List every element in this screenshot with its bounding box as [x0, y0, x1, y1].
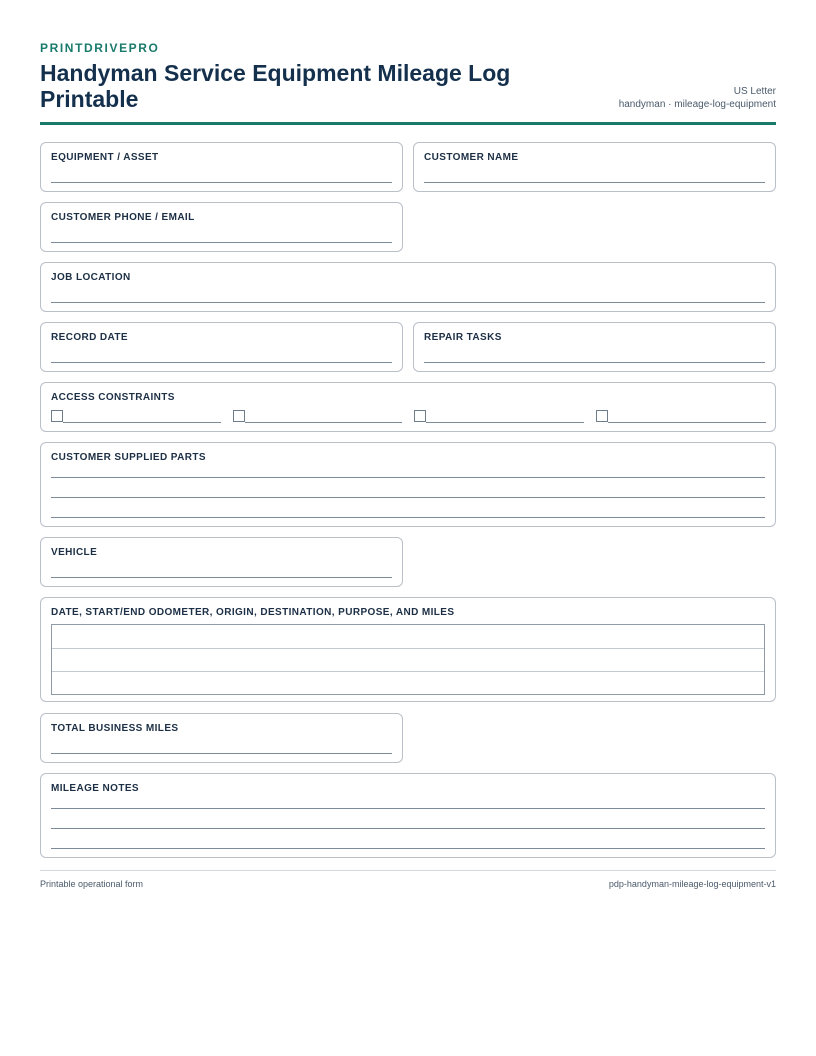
- customer-supplied-parts-input-line[interactable]: [51, 497, 765, 498]
- mileage-notes-input-line[interactable]: [51, 828, 765, 829]
- access-constraint-input-line[interactable]: [426, 422, 584, 423]
- paper-size: US Letter: [733, 86, 776, 97]
- total-business-miles-input-line[interactable]: [51, 753, 392, 754]
- access-constraint-checkbox[interactable]: [414, 410, 426, 422]
- customer-supplied-parts-label: CUSTOMER SUPPLIED PARTS: [51, 452, 206, 463]
- vehicle-label: VEHICLE: [51, 547, 98, 558]
- record-date-field: [40, 322, 403, 372]
- equipment-asset-field: [40, 142, 403, 192]
- total-business-miles-label: TOTAL BUSINESS MILES: [51, 723, 179, 734]
- record-date-input-line[interactable]: [51, 362, 392, 363]
- customer-name-input-line[interactable]: [424, 182, 765, 183]
- equipment-asset-label: EQUIPMENT / ASSET: [51, 152, 159, 163]
- customer-supplied-parts-field: [40, 442, 776, 527]
- repair-tasks-input-line[interactable]: [424, 362, 765, 363]
- access-constraint-checkbox[interactable]: [233, 410, 245, 422]
- access-constraint-input-line[interactable]: [608, 422, 766, 423]
- trip-log-label: DATE, START/END ODOMETER, ORIGIN, DESTINATION, PURPOSE, AND MILES: [51, 607, 455, 618]
- page-title: Handyman Service Equipment Mileage Log Printable: [40, 60, 511, 112]
- mileage-notes-label: MILEAGE NOTES: [51, 783, 139, 794]
- repair-tasks-label: REPAIR TASKS: [424, 332, 502, 343]
- trip-log-row-divider: [52, 648, 764, 649]
- access-constraint-input-line[interactable]: [63, 422, 221, 423]
- vehicle-input-line[interactable]: [51, 577, 392, 578]
- trip-log-field: [40, 597, 776, 702]
- form-tags: handyman · mileage-log-equipment: [618, 99, 776, 110]
- access-constraints-field: [40, 382, 776, 432]
- brand-name: PRINTDRIVEPRO: [40, 41, 160, 55]
- access-constraints-label: ACCESS CONSTRAINTS: [51, 392, 175, 403]
- customer-supplied-parts-input-line[interactable]: [51, 517, 765, 518]
- access-constraint-checkbox[interactable]: [596, 410, 608, 422]
- footer-form-id: pdp-handyman-mileage-log-equipment-v1: [608, 879, 776, 889]
- customer-supplied-parts-input-line[interactable]: [51, 477, 765, 478]
- total-business-miles-field: [40, 713, 403, 763]
- customer-phone-email-field: [40, 202, 403, 252]
- job-location-label: JOB LOCATION: [51, 272, 131, 283]
- repair-tasks-field: [413, 322, 776, 372]
- mileage-notes-input-line[interactable]: [51, 848, 765, 849]
- customer-phone-email-label: CUSTOMER PHONE / EMAIL: [51, 212, 195, 223]
- record-date-label: RECORD DATE: [51, 332, 128, 343]
- access-constraint-checkbox[interactable]: [51, 410, 63, 422]
- customer-name-field: [413, 142, 776, 192]
- trip-log-row-divider: [52, 671, 764, 672]
- mileage-notes-field: [40, 773, 776, 858]
- customer-phone-email-input-line[interactable]: [51, 242, 392, 243]
- mileage-notes-input-line[interactable]: [51, 808, 765, 809]
- equipment-asset-input-line[interactable]: [51, 182, 392, 183]
- customer-name-label: CUSTOMER NAME: [424, 152, 519, 163]
- footer-divider: [40, 870, 776, 871]
- trip-log-table: [51, 624, 765, 695]
- job-location-field: [40, 262, 776, 312]
- page-meta: [619, 85, 776, 111]
- vehicle-field: [40, 537, 403, 587]
- job-location-input-line[interactable]: [51, 302, 765, 303]
- access-constraint-input-line[interactable]: [245, 422, 402, 423]
- header-divider: [40, 122, 776, 125]
- footer-description: Printable operational form: [40, 879, 144, 889]
